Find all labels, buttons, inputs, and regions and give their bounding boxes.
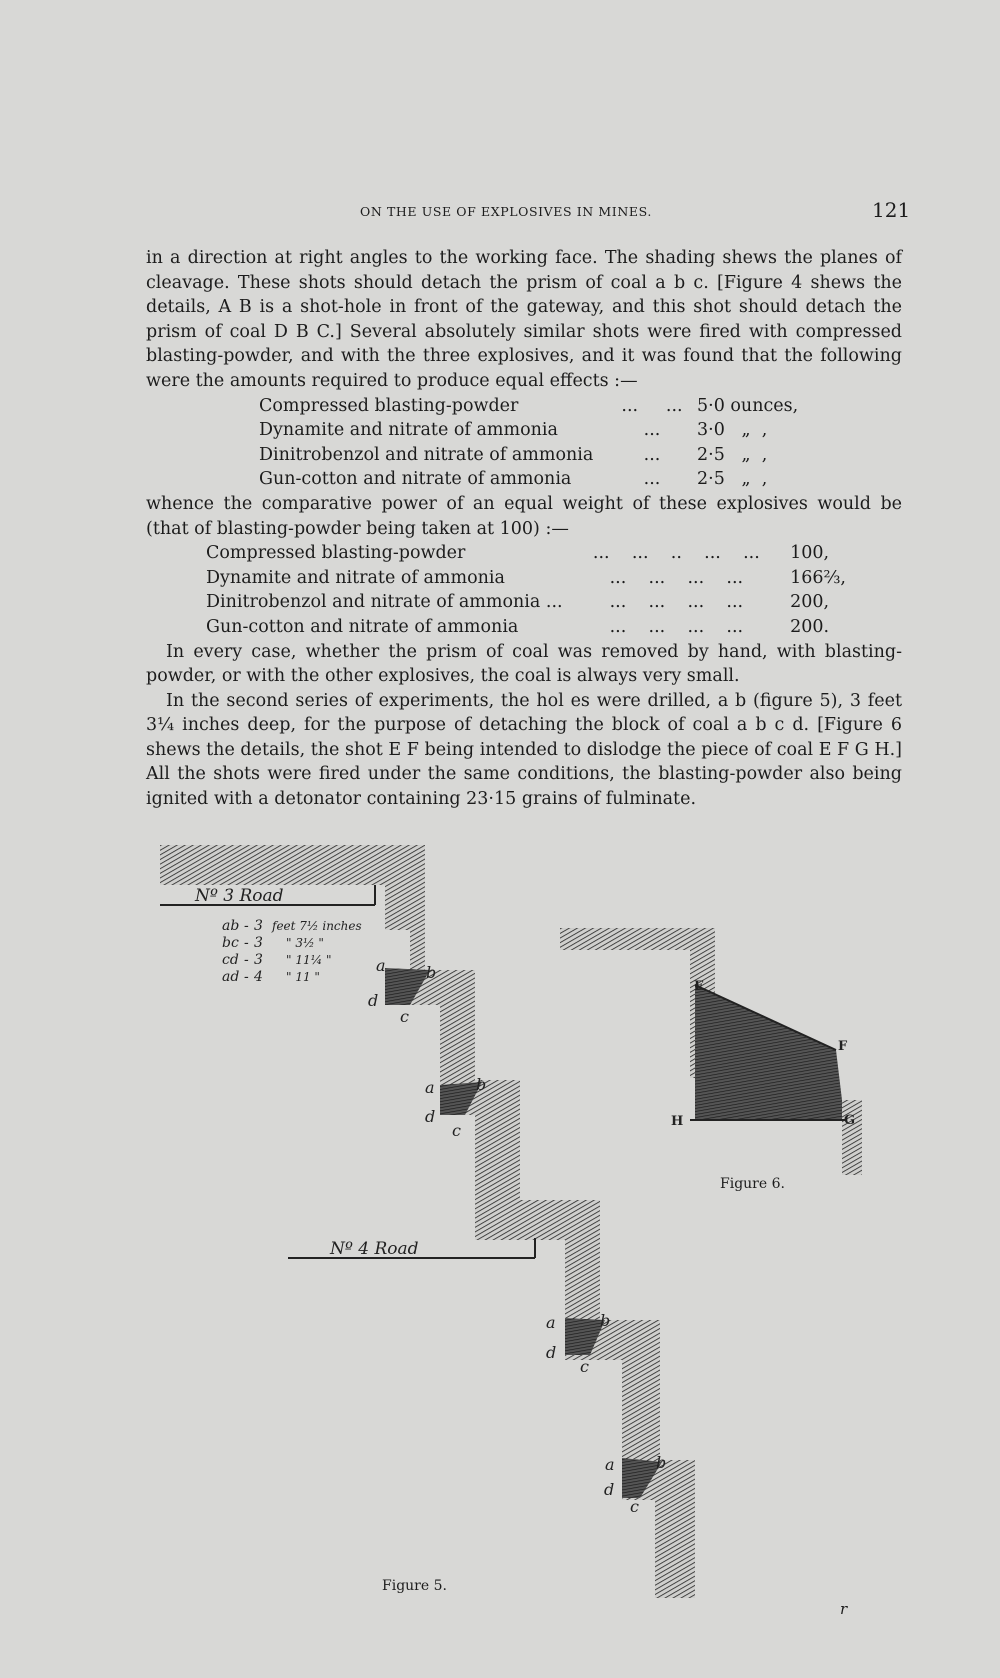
dim-cd-unit: " 11¼ " [286, 953, 332, 967]
letter-F: F [838, 1039, 848, 1054]
leader-dots: ... ... ... ... [609, 616, 744, 637]
stray-mark: r [840, 1600, 848, 1618]
letter-c-3: c [580, 1357, 589, 1376]
paragraph-2: whence the comparative power of an equal weight of these explosives would be (that of blasting-powder being taken at 100) :— [146, 493, 902, 539]
dim-bc-sep: - [244, 935, 249, 951]
dim-ab-unit: feet 7½ inches [272, 919, 362, 933]
letter-c-4: c [630, 1497, 639, 1516]
table-row [206, 566, 846, 591]
letter-c-2: c [452, 1121, 461, 1140]
letter-b-2: b [476, 1075, 487, 1094]
letter-d-1: d [368, 991, 379, 1010]
letter-b-3: b [600, 1311, 611, 1330]
entry-name: Compressed blasting-powder [259, 395, 519, 416]
figures [0, 830, 1000, 1630]
letter-H: H [671, 1114, 684, 1129]
table-row [259, 394, 839, 419]
dim-bc-pair: bc [222, 935, 239, 951]
table-row [259, 418, 839, 443]
table-row [259, 443, 839, 468]
table-row [206, 615, 846, 640]
leader-dots: ... ... ... ... [609, 592, 744, 613]
letter-d-3: d [546, 1343, 557, 1362]
dim-bc-num: 3 [254, 935, 263, 951]
letter-c-1: c [400, 1007, 409, 1026]
entry-value: 5·0 ounces, [697, 395, 799, 416]
fig5-staircase-wall [385, 845, 695, 1598]
paragraph-3: In every case, whether the prism of coal was removed by hand, with blasting-powder, or with the other explosives, the coal is always very small. [146, 641, 902, 687]
fig6-bottom-right-wall [842, 1100, 862, 1175]
entry-name: Dinitrobenzol and nitrate of ammonia ... [206, 592, 563, 613]
power-table [206, 541, 846, 639]
dim-ad-pair: ad [222, 969, 240, 985]
figure-6 [560, 928, 862, 1175]
letter-a-2: a [425, 1078, 435, 1097]
entry-value: 166⅔, [790, 567, 846, 588]
dim-cd-pair: cd [222, 952, 239, 968]
table-row [206, 590, 846, 615]
entry-name: Dynamite and nitrate of ammonia [206, 567, 505, 588]
letter-d-4: d [604, 1480, 615, 1499]
fig5-road3-label: Nº 3 Road [195, 886, 284, 906]
letter-a-4: a [605, 1455, 615, 1474]
dim-ab-pair: ab [222, 918, 240, 934]
entry-value: 2·5 „ , [697, 444, 768, 465]
table-row [259, 467, 839, 492]
figure-6-caption: Figure 6. [720, 1176, 785, 1192]
amounts-table [259, 394, 839, 492]
letter-G: G [844, 1113, 856, 1128]
table-row [206, 541, 846, 566]
leader-dots: ... ... [621, 395, 683, 416]
entry-name: Gun-cotton and nitrate of ammonia [206, 616, 519, 637]
fig6-coal-block [695, 985, 842, 1120]
entry-name: Gun-cotton and nitrate of ammonia [259, 469, 572, 490]
body-text [146, 246, 902, 812]
letter-b-1: b [426, 963, 437, 982]
entry-name: Compressed blasting-powder [206, 543, 466, 564]
leader-dots: ... [643, 444, 661, 465]
dim-cd-num: 3 [254, 952, 263, 968]
fig5-dimension-notes [222, 918, 362, 985]
leader-dots: ... [643, 469, 661, 490]
letter-b-4: b [656, 1453, 667, 1472]
entry-value: 100, [790, 543, 830, 564]
paragraph-1: in a direction at right angles to the working face. The shading shews the planes of cleavage. These shots should detach the prism of coal a b c. [Figure 4 shews the details, A B is a shot-hole in front of the gateway, and this shot should detach the prism of coal D B C.] Several absolutely similar shots were fired with compressed blasting-powder, and with the three explosives, and it was found that the following were the amounts required to produce equal effects :— [146, 248, 902, 391]
entry-value: 3·0 „ , [697, 420, 768, 441]
dim-ab-num: 3 [254, 918, 263, 934]
dim-ab-sep: - [244, 918, 249, 934]
paragraph-4: In the second series of experiments, the hol es were drilled, a b (figure 5), 3 feet 3¼ inches deep, for the purpose of detaching the block of coal a b c d. [Figure 6 shews the details, the shot E F being intended to dislodge the piece of coal E F G H.] All the shots were fired under the same conditions, the blasting-powder also being ignited with a detonator containing 23·15 grains of fulminate. [146, 690, 902, 810]
dim-ad-sep: - [244, 969, 249, 985]
fig5-road4-label: Nº 4 Road [330, 1239, 419, 1259]
entry-name: Dynamite and nitrate of ammonia [259, 420, 558, 441]
entry-value: 200. [790, 616, 830, 637]
leader-dots: ... [643, 420, 661, 441]
entry-name: Dinitrobenzol and nitrate of ammonia [259, 444, 594, 465]
letter-a-3: a [546, 1313, 556, 1332]
leader-dots: ... ... .. ... ... [592, 543, 760, 564]
figure-5 [160, 845, 695, 1598]
letter-E: E [694, 979, 704, 994]
figure-5-caption: Figure 5. [382, 1578, 447, 1594]
dim-cd-sep: - [244, 952, 249, 968]
running-head: ON THE USE OF EXPLOSIVES IN MINES. [360, 204, 652, 219]
dim-ad-num: 4 [254, 969, 263, 985]
entry-value: 2·5 „ , [697, 469, 768, 490]
page-number: 121 [872, 198, 911, 222]
dim-bc-unit: " 3½ " [286, 936, 324, 950]
letter-a-1: a [376, 956, 386, 975]
entry-value: 200, [790, 592, 830, 613]
letter-d-2: d [425, 1107, 436, 1126]
dim-ad-unit: " 11 " [286, 970, 320, 984]
leader-dots: ... ... ... ... [609, 567, 744, 588]
